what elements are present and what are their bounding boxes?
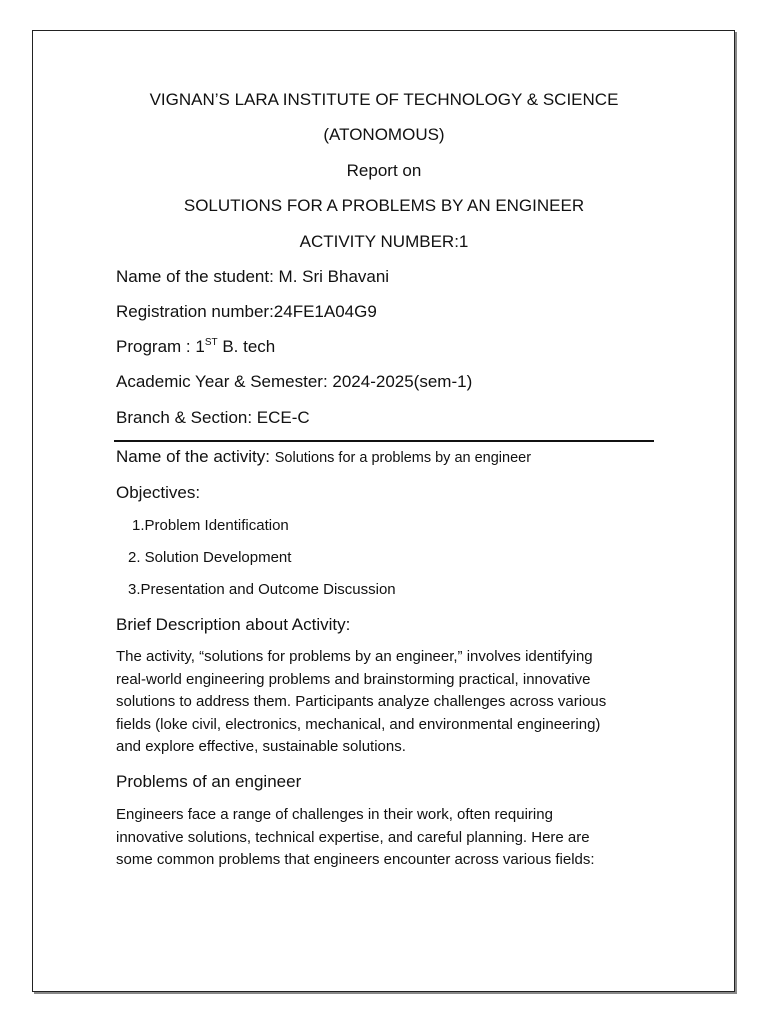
description-heading: Brief Description about Activity: [116, 615, 351, 634]
student-name: Name of the student: M. Sri Bhavani [116, 267, 390, 286]
paragraph-line: innovative solutions, technical expertise, and careful planning. Here are [116, 828, 590, 846]
paragraph-line: Engineers face a range of challenges in their work, often requiring [116, 806, 553, 823]
program-superscript: ST [204, 337, 218, 348]
program-prefix: Program : 1 [116, 337, 205, 356]
program-suffix: B. tech [217, 337, 276, 356]
activity-name [116, 448, 531, 466]
paragraph-line: solutions to address them. Participants analyze challenges across various [116, 693, 607, 710]
paragraph-line: The activity, “solutions for problems by an engineer,” involves identifying [116, 648, 593, 665]
activity-name-value: Solutions for a problems by an engineer [274, 450, 532, 466]
report-title: SOLUTIONS FOR A PROBLEMS BY AN ENGINEER [183, 196, 585, 215]
objective-item: 2. Solution Development [128, 549, 292, 566]
description-paragraph [116, 646, 676, 759]
institute-status: (ATONOMOUS) [323, 125, 445, 144]
paragraph-line: some common problems that engineers encounter across various fields: [116, 851, 595, 868]
registration-number: Registration number:24FE1A04G9 [116, 302, 377, 321]
program [116, 338, 275, 355]
objective-item: 3.Presentation and Outcome Discussion [128, 581, 396, 598]
activity-name-label: Name of the activity: [116, 447, 275, 466]
divider-line [114, 440, 654, 442]
academic-year: Academic Year & Semester: 2024-2025(sem-1) [116, 372, 473, 391]
objectives-heading: Objectives: [116, 483, 201, 502]
paragraph-line: and explore effective, sustainable solutions. [116, 738, 406, 755]
branch-section: Branch & Section: ECE-C [116, 408, 310, 427]
paragraph-line: fields (loke civil, electronics, mechanical, and environmental engineering) [116, 715, 601, 733]
problems-paragraph [116, 804, 676, 872]
problems-heading: Problems of an engineer [116, 772, 302, 791]
paragraph-line: real-world engineering problems and brainstorming practical, innovative [116, 670, 591, 688]
objective-item: 1.Problem Identification [132, 517, 289, 534]
report-on-label: Report on [346, 161, 422, 180]
activity-number: ACTIVITY NUMBER:1 [299, 232, 469, 251]
institute-title: VIGNAN’S LARA INSTITUTE OF TECHNOLOGY & SCIENCE [149, 90, 619, 109]
